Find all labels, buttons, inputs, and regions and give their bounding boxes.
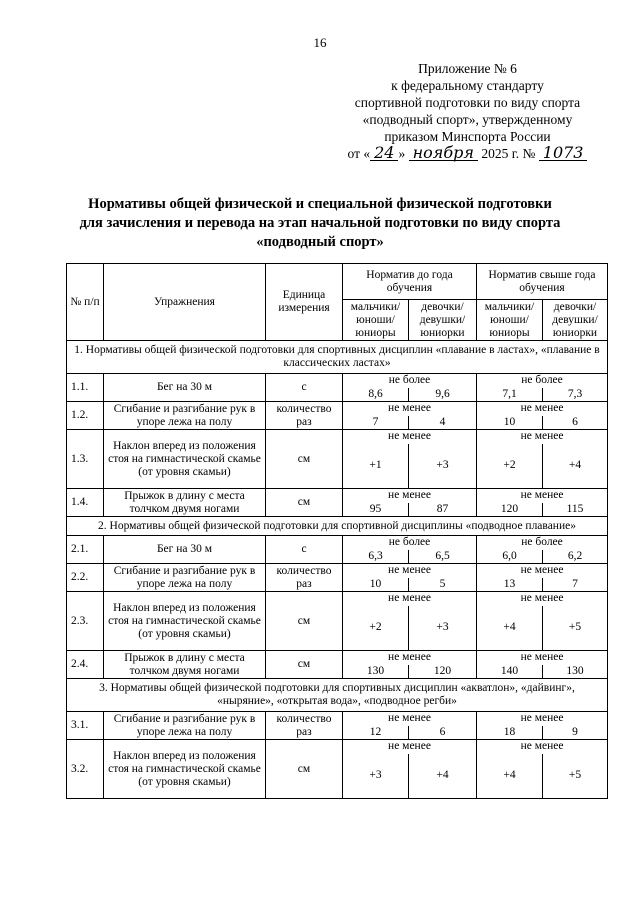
- table-row: [67, 489, 608, 503]
- norm-value: +5: [543, 754, 608, 799]
- row-number: 3.2.: [67, 740, 104, 799]
- unit: с: [266, 374, 343, 402]
- exercise-name: Прыжок в длину с места толчком двумя ногами: [104, 489, 266, 517]
- norm-condition: не менее: [343, 740, 477, 754]
- appendix-line: Приложение № 6: [418, 61, 517, 76]
- norm-condition: не менее: [477, 740, 608, 754]
- table-body: [67, 341, 608, 799]
- norm-value: 8,6: [343, 388, 409, 402]
- header-norm-over-year: Норматив свыше года обучения: [477, 264, 608, 300]
- row-number: 2.3.: [67, 592, 104, 651]
- norm-condition: не менее: [343, 489, 477, 503]
- header-num: № п/п: [67, 264, 104, 341]
- norm-value: +4: [477, 754, 543, 799]
- norm-condition: не менее: [343, 592, 477, 606]
- norm-condition: не менее: [477, 651, 608, 665]
- norm-value: 4: [409, 416, 477, 430]
- norm-condition: не более: [343, 536, 477, 550]
- section-row: [67, 341, 608, 374]
- norm-value: 13: [477, 578, 543, 592]
- exercise-name: Сгибание и разгибание рук в упоре лежа на полу: [104, 564, 266, 592]
- norm-value: 6,3: [343, 550, 409, 564]
- standards-table: [66, 263, 608, 799]
- norm-value: 12: [343, 726, 409, 740]
- norm-value: +3: [409, 444, 477, 489]
- norm-value: 95: [343, 503, 409, 517]
- norm-value: 87: [409, 503, 477, 517]
- norm-condition: не менее: [477, 489, 608, 503]
- norm-value: 9,6: [409, 388, 477, 402]
- norm-condition: не менее: [343, 564, 477, 578]
- norm-value: +1: [343, 444, 409, 489]
- norm-value: 10: [477, 416, 543, 430]
- norm-value: 130: [343, 665, 409, 679]
- norm-value: 6: [409, 726, 477, 740]
- exercise-name: Наклон вперед из положения стоя на гимнастической скамье (от уровня скамьи): [104, 592, 266, 651]
- table-row: [67, 651, 608, 665]
- row-number: 1.1.: [67, 374, 104, 402]
- date-month: ноября: [409, 146, 478, 161]
- table-row: [67, 564, 608, 578]
- header-boys: мальчики/ юноши/ юниоры: [477, 300, 543, 341]
- exercise-name: Наклон вперед из положения стоя на гимнастической скамье (от уровня скамьи): [104, 740, 266, 799]
- norm-value: 6,5: [409, 550, 477, 564]
- norm-value: +3: [409, 606, 477, 651]
- header-norm-to-year: Норматив до года обучения: [343, 264, 477, 300]
- norm-value: 6,2: [543, 550, 608, 564]
- date-day: 24: [370, 146, 398, 161]
- header-girls: девочки/ девушки/ юниорки: [543, 300, 608, 341]
- section-title: 2. Нормативы общей физической подготовки для спортивной дисциплины «подводное плавание»: [67, 517, 608, 536]
- table-row: [67, 430, 608, 444]
- section-title: 3. Нормативы общей физической подготовки для спортивных дисциплин «акватлон», «дайвинг», «ныряние», «открытая вода», «подводное регби»: [67, 679, 608, 712]
- row-number: 1.4.: [67, 489, 104, 517]
- norm-value: 7: [343, 416, 409, 430]
- norm-condition: не более: [477, 374, 608, 388]
- norm-condition: не менее: [477, 564, 608, 578]
- norm-condition: не менее: [343, 402, 477, 416]
- norm-value: +5: [543, 606, 608, 651]
- norm-condition: не менее: [477, 402, 608, 416]
- exercise-name: Прыжок в длину с места толчком двумя ногами: [104, 651, 266, 679]
- section-row: [67, 679, 608, 712]
- section-row: [67, 517, 608, 536]
- norm-value: 6,0: [477, 550, 543, 564]
- exercise-name: Наклон вперед из положения стоя на гимнастической скамье (от уровня скамьи): [104, 430, 266, 489]
- norm-condition: не более: [477, 536, 608, 550]
- appendix-line: спортивной подготовки по виду спорта: [354, 95, 581, 110]
- exercise-name: Сгибание и разгибание рук в упоре лежа на полу: [104, 402, 266, 430]
- norm-condition: не менее: [477, 592, 608, 606]
- row-number: 2.1.: [67, 536, 104, 564]
- norm-value: 9: [543, 726, 608, 740]
- norm-value: 7,1: [477, 388, 543, 402]
- norm-condition: не менее: [477, 430, 608, 444]
- norm-condition: не более: [343, 374, 477, 388]
- exercise-name: Сгибание и разгибание рук в упоре лежа на полу: [104, 712, 266, 740]
- date-number: 1073: [539, 146, 588, 161]
- unit: см: [266, 430, 343, 489]
- row-number: 2.2.: [67, 564, 104, 592]
- norm-condition: не менее: [343, 430, 477, 444]
- norm-value: 6: [543, 416, 608, 430]
- norm-value: 130: [543, 665, 608, 679]
- norm-condition: не менее: [477, 712, 608, 726]
- appendix-line: приказом Минспорта России: [384, 129, 551, 144]
- unit: с: [266, 536, 343, 564]
- norm-condition: не менее: [343, 651, 477, 665]
- table-row: [67, 374, 608, 388]
- norm-value: +2: [477, 444, 543, 489]
- norm-value: +4: [477, 606, 543, 651]
- unit: см: [266, 651, 343, 679]
- page-number: 16: [313, 35, 327, 50]
- norm-value: 7: [543, 578, 608, 592]
- row-number: 2.4.: [67, 651, 104, 679]
- row-number: 1.2.: [67, 402, 104, 430]
- norm-value: 18: [477, 726, 543, 740]
- unit: см: [266, 592, 343, 651]
- norm-value: 120: [409, 665, 477, 679]
- table-row: [67, 402, 608, 416]
- header-girls: девочки/ девушки/ юниорки: [409, 300, 477, 341]
- table-row: [67, 592, 608, 606]
- header-exercise: Упражнения: [104, 264, 266, 341]
- appendix-date: от « 24 » ноября 2025 г. № 1073: [330, 145, 605, 162]
- exercise-name: Бег на 30 м: [104, 374, 266, 402]
- norm-value: 7,3: [543, 388, 608, 402]
- norm-condition: не менее: [343, 712, 477, 726]
- norm-value: 120: [477, 503, 543, 517]
- unit: см: [266, 740, 343, 799]
- appendix-line: к федеральному стандарту: [391, 78, 544, 93]
- unit: количество раз: [266, 564, 343, 592]
- unit: количество раз: [266, 402, 343, 430]
- row-number: 3.1.: [67, 712, 104, 740]
- norm-value: 115: [543, 503, 608, 517]
- appendix-line: «подводный спорт», утвержденному: [362, 112, 573, 127]
- exercise-name: Бег на 30 м: [104, 536, 266, 564]
- appendix-block: [330, 60, 605, 162]
- page-title: Нормативы общей физической и специальной физической подготовки для зачисления и перевода на этап начальной подготовки по виду спорта «подводный спорт»: [79, 196, 561, 250]
- norm-value: +4: [409, 754, 477, 799]
- norm-value: +2: [343, 606, 409, 651]
- table-row: [67, 536, 608, 550]
- unit: см: [266, 489, 343, 517]
- norm-value: 10: [343, 578, 409, 592]
- unit: количество раз: [266, 712, 343, 740]
- table-row: [67, 712, 608, 726]
- row-number: 1.3.: [67, 430, 104, 489]
- header-unit: Единица измерения: [266, 264, 343, 341]
- norm-value: 5: [409, 578, 477, 592]
- norm-value: +4: [543, 444, 608, 489]
- header-boys: мальчики/ юноши/ юниоры: [343, 300, 409, 341]
- section-title: 1. Нормативы общей физической подготовки для спортивных дисциплин «плавание в ластах», «плавание в классических ластах»: [67, 341, 608, 374]
- norm-value: +3: [343, 754, 409, 799]
- table-row: [67, 740, 608, 754]
- norm-value: 140: [477, 665, 543, 679]
